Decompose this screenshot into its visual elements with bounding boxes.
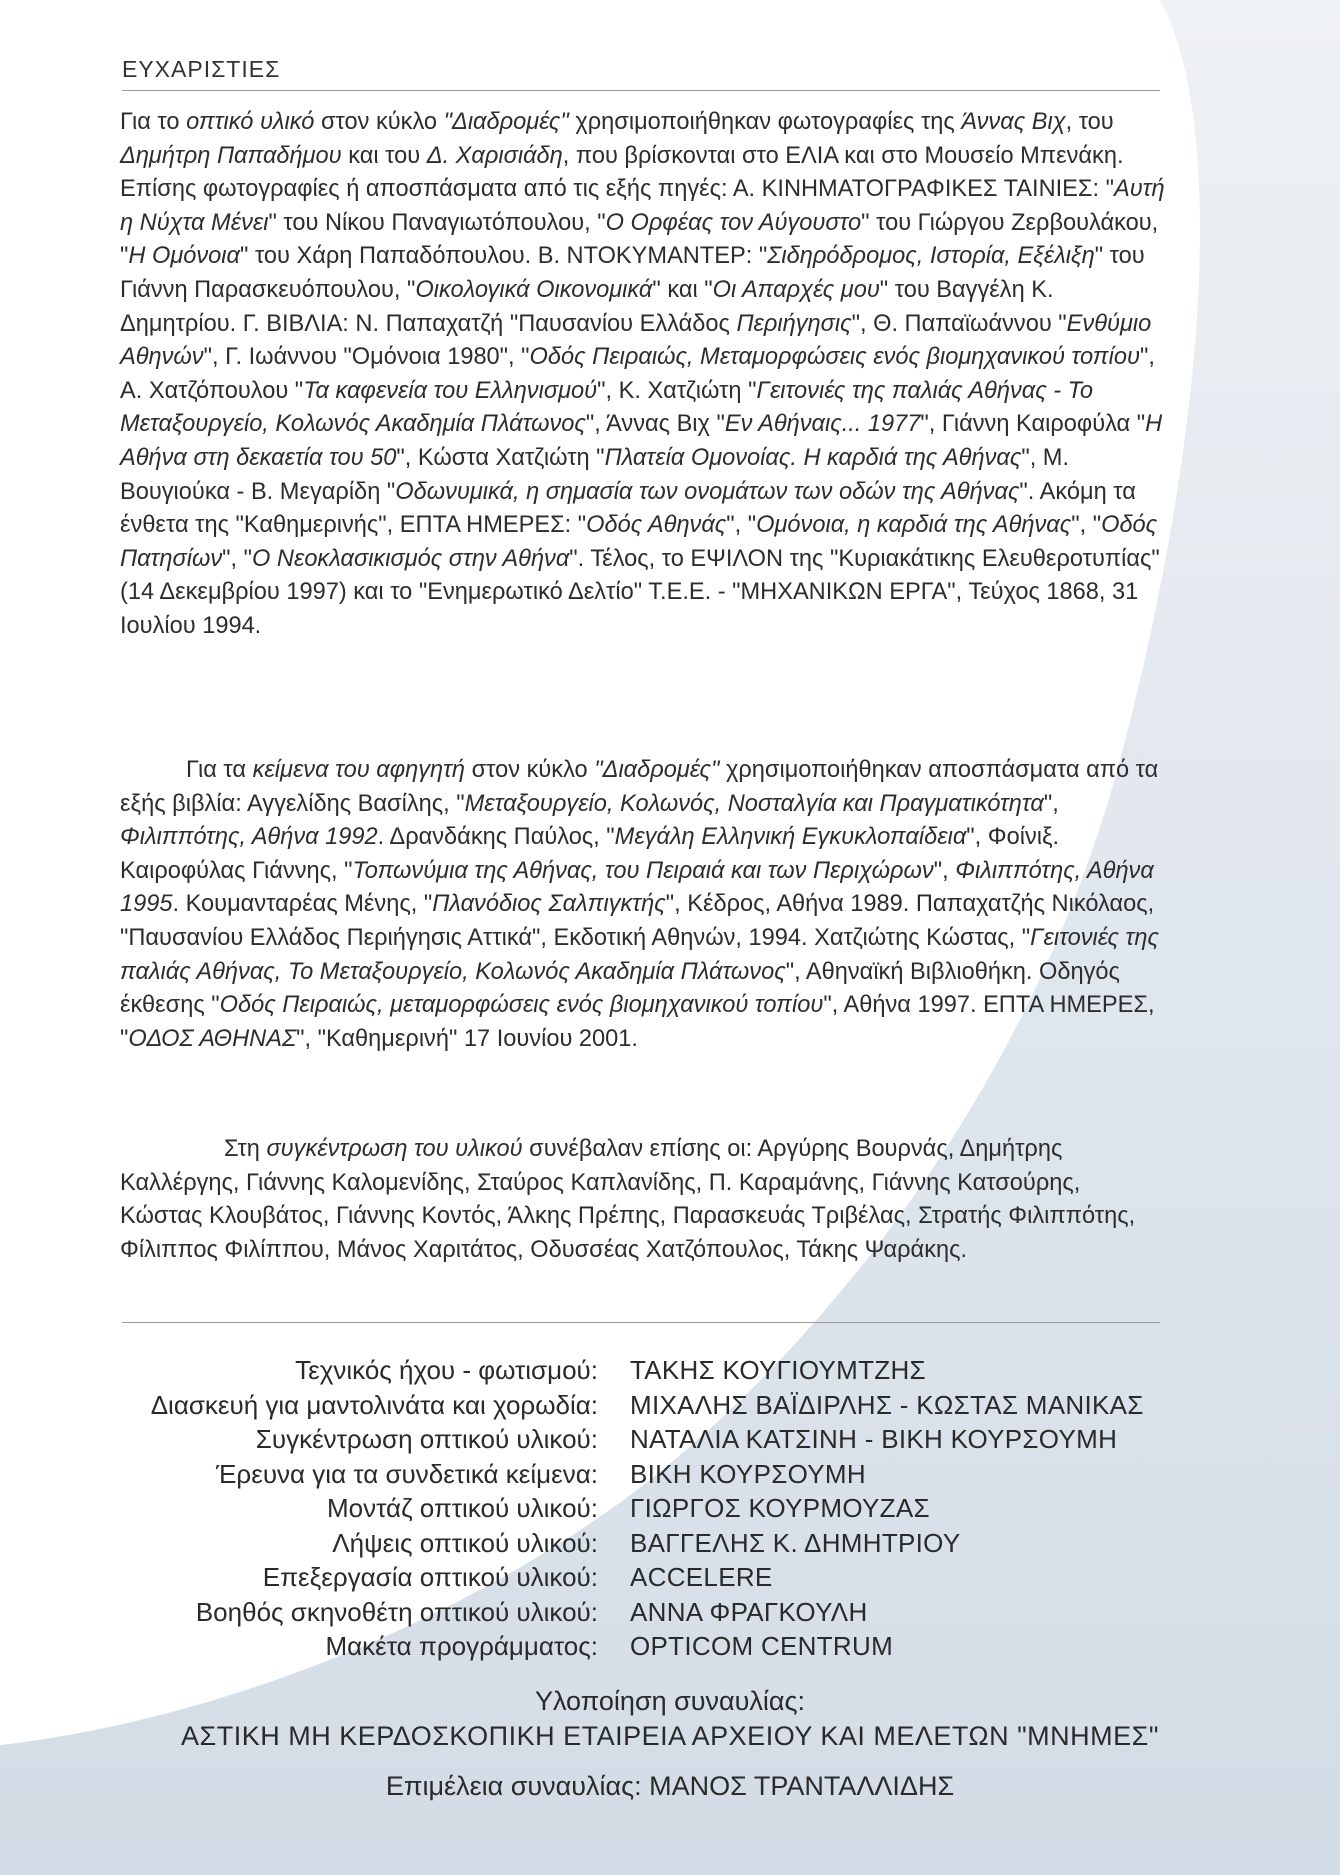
italic-text-run: Εν Αθήναις... 1977 — [724, 411, 921, 438]
italic-text-run: Οδός Πειραιώς, μεταμορφώσεις ενός βιομηχανικού τοπίου — [219, 992, 824, 1019]
text-run: ", Γ. Ιωάννου "Ομόνοια 1980", " — [203, 344, 530, 371]
credit-name: ACCELERE — [630, 1562, 773, 1592]
text-run: ", — [1043, 790, 1059, 817]
text-run: Για τα — [186, 757, 253, 783]
paragraph-visual-material — [120, 106, 1165, 644]
credit-row — [0, 1422, 1340, 1457]
concert-supervision: Επιμέλεια συναυλίας: ΜΑΝΟΣ ΤΡΑΝΤΑΛΛΙΔΗΣ — [385, 1771, 955, 1801]
text-run: ". Ακόμη τα ένθετα της "Καθημερινής", ΕΠΤΑ ΗΜΕΡΕΣ: " — [120, 478, 1136, 539]
text-run: ", "Καθημερινή" 17 Ιουνίου 2001. — [296, 1025, 638, 1052]
text-run: , που βρίσκονται στο ΕΛΙΑ και στο Μουσείο Μπενάκη. Επίσης φωτογραφίες ή αποσπάσματα από τις εξής πηγές: Α. ΚΙΝΗΜΑΤΟΓΡΑΦΙΚΕΣ ΤΑΙΝΙΕΣ: " — [120, 142, 1124, 203]
credit-name: ΤΑΚΗΣ ΚΟΥΓΙΟΥΜΤΖΗΣ — [630, 1355, 926, 1385]
text-run: ", — [933, 857, 956, 884]
italic-text-run: συγκέντρωση του υλικού — [266, 1136, 523, 1162]
text-run: ", " — [222, 545, 252, 572]
italic-text-run: Οδός Αθηνάς — [586, 512, 727, 539]
paragraph-narrator-texts — [120, 754, 1165, 1056]
italic-text-run: Οι Απαρχές μου — [712, 276, 880, 303]
credit-row — [0, 1491, 1340, 1526]
text-run: " του Νίκου Παναγιωτόπουλου, " — [268, 209, 606, 236]
text-run: " του Γιώργου Ζερβουλάκου, " — [120, 209, 1159, 270]
italic-text-run: Ο Ορφέας τον Αύγουστο — [605, 209, 862, 236]
credit-name: OPTICOM CENTRUM — [630, 1631, 894, 1661]
credit-role: Συγκέντρωση οπτικού υλικού: — [255, 1424, 598, 1454]
credit-name: ΝΑΤΑΛΙΑ ΚΑΤΣΙΝΗ - ΒΙΚΗ ΚΟΥΡΣΟΥΜΗ — [630, 1424, 1118, 1454]
credit-role: Έρευνα για τα συνδετικά κείμενα: — [216, 1458, 598, 1489]
italic-text-run: Τα καφενεία του Ελληνισμού — [303, 377, 598, 404]
credit-name: ΜΙΧΑΛΗΣ ΒΑΪΔΙΡΛΗΣ - ΚΩΣΤΑΣ ΜΑΝΙΚΑΣ — [630, 1389, 1144, 1420]
credit-role: Τεχνικός ήχου - φωτισμού: — [295, 1355, 598, 1385]
credit-row — [0, 1353, 1340, 1388]
italic-text-run: Οδός Πατησίων — [120, 512, 1158, 572]
text-run: Για το — [120, 109, 187, 135]
text-run: ", Κώστα Χατζιώτη " — [396, 444, 605, 471]
italic-text-run: Ομόνοια, η καρδιά της Αθήνας — [756, 512, 1072, 539]
text-run: ", " — [726, 512, 757, 539]
text-run: " του Χάρη Παπαδόπουλου. Β. ΝΤΟΚΥΜΑΝΤΕΡ: " — [240, 243, 768, 270]
paragraph-contributors — [120, 1133, 1165, 1267]
text-run: ", Κ. Χατζιώτη " — [597, 377, 757, 404]
text-run: ", Α. Χατζόπουλου " — [120, 344, 1155, 404]
italic-text-run: Σιδηρόδρομος, Ιστορία, Εξέλιξη — [767, 243, 1095, 270]
italic-text-run: Μεταξουργείο, Κολωνός, Νοσταλγία και Πραγματικότητα — [464, 790, 1044, 817]
text-run: ", Φοίνιξ. Καιροφύλας Γιάννης, " — [120, 824, 1060, 884]
text-run: ", Αθήνα 1997. ΕΠΤΑ ΗΜΕΡΕΣ, " — [120, 992, 1155, 1052]
credit-role: Επεξεργασία οπτικού υλικού: — [262, 1562, 598, 1592]
italic-text-run: Ενθύμιο Αθηνών — [120, 310, 1152, 371]
text-run: ", Γιάννη Καιροφύλα " — [920, 411, 1146, 438]
credit-row — [0, 1457, 1340, 1492]
text-run: " του Βαγγέλη Κ. Δημητρίου. Γ. ΒΙΒΛΙΑ: Ν. Παπαχατζή "Παυσανίου Ελλάδος — [120, 276, 1054, 337]
italic-text-run: Περιήγησις — [736, 310, 852, 337]
credit-row — [0, 1595, 1340, 1630]
italic-text-run: κείμενα του αφηγητή — [252, 757, 466, 783]
credit-role: Μακέτα προγράμματος: — [325, 1631, 598, 1661]
italic-text-run: Οδωνυμικά, η σημασία των ονομάτων των οδών της Αθήνας — [395, 478, 1020, 505]
production-label: Υλοποίηση συναυλίας: — [534, 1686, 806, 1716]
credit-row — [0, 1388, 1340, 1423]
text-run: , του — [1065, 109, 1114, 135]
italic-text-run: Πλανόδιος Σαλπιγκτής — [432, 891, 666, 918]
italic-text-run: Η Ομόνοια — [128, 243, 241, 270]
italic-text-run: Γειτονιές της παλιάς Αθήνας - Το Μεταξουργείο, Κολωνός Ακαδημία Πλάτωνος — [120, 377, 1094, 438]
italic-text-run: Άννας Βιχ — [961, 109, 1066, 135]
italic-text-run: Δημήτρη Παπαδήμου — [120, 142, 342, 169]
text-run: στον κύκλο — [314, 109, 444, 135]
text-run: ", Μ. Βουγιούκα - Β. Μεγαρίδη " — [120, 444, 1070, 505]
credit-role: Μοντάζ οπτικού υλικού: — [327, 1493, 598, 1523]
text-run: ", " — [1071, 512, 1102, 539]
credits-list — [0, 1353, 1340, 1664]
credit-name: ΑΝΝΑ ΦΡΑΓΚΟΥΛΗ — [630, 1596, 868, 1627]
italic-text-run: Τοπωνύμια της Αθήνας, του Πειραιά και των Περιχώρων — [352, 857, 934, 884]
italic-text-run: Φιλιππότης, Αθήνα 1995 — [120, 857, 1154, 918]
credit-name: ΒΙΚΗ ΚΟΥΡΣΟΥΜΗ — [630, 1458, 866, 1489]
text-run: χρησιμοποιήθηκαν αποσπάσματα από τα εξής βιβλία: Αγγελίδης Βασίλης, " — [120, 757, 1159, 817]
italic-text-run: Πλατεία Ομονοίας. Η καρδιά της Αθήνας — [604, 444, 1022, 471]
italic-text-run: "Διαδρομές" — [594, 757, 720, 783]
italic-text-run: Δ. Χαρισιάδη — [426, 142, 563, 169]
italic-text-run: "Διαδρομές" — [443, 109, 569, 135]
italic-text-run: Η Αθήνα στη δεκαετία του 50 — [120, 411, 1163, 471]
text-run: ", Αθηναϊκή Βιβλιοθήκη. Οδηγός έκθεσης " — [120, 958, 1120, 1019]
credit-role: Βοηθός σκηνοθέτη οπτικού υλικού: — [195, 1596, 598, 1627]
italic-text-run: Ο Νεοκλασικισμός στην Αθήνα — [252, 545, 570, 572]
text-run: χρησιμοποιήθηκαν φωτογραφίες της — [568, 109, 962, 135]
text-run: και του — [341, 142, 427, 169]
text-run: Στη — [224, 1136, 267, 1162]
italic-text-run: Αυτή η Νύχτα Μένει — [120, 176, 1165, 236]
credit-name: ΒΑΓΓΕΛΗΣ Κ. ΔΗΜΗΤΡΙΟΥ — [630, 1527, 961, 1558]
top-divider — [122, 90, 1160, 91]
italic-text-run: Γειτονιές της παλιάς Αθήνας, Το Μεταξουργείο, Κολωνός Ακαδημία Πλάτωνος — [120, 924, 1159, 985]
italic-text-run: Οδός Πειραιώς, Μεταμορφώσεις ενός βιομηχανικού τοπίου — [529, 344, 1140, 371]
middle-divider — [122, 1322, 1160, 1323]
credit-row — [0, 1560, 1340, 1595]
text-run: " του Γιάννη Παρασκευόπουλου, " — [120, 243, 1145, 303]
text-run: ". Τέλος, το ΕΨΙΛΟΝ της "Κυριακάτικης Ελευθεροτυπίας" (14 Δεκεμβρίου 1997) και το "Ενημερωτικό Δελτίο" Τ.Ε.Ε. - "ΜΗΧΑΝΙΚΩΝ ΕΡΓΑ", Τεύχος 1868, 31 Ιουλίου 1994. — [120, 545, 1160, 639]
italic-text-run: ΟΔΟΣ ΑΘΗΝΑΣ — [128, 1025, 297, 1052]
text-run: " και " — [652, 276, 713, 303]
italic-text-run: Οικολογικά Οικονομικά — [415, 276, 653, 303]
credit-role: Διασκευή για μαντολινάτα και χορωδία: — [150, 1389, 598, 1420]
text-run: στον κύκλο — [465, 757, 595, 783]
italic-text-run: Μεγάλη Ελληνική Εγκυκλοπαίδεια — [614, 824, 967, 851]
text-run: ", Θ. Παπαϊωάννου " — [851, 310, 1067, 337]
credit-role: Λήψεις οπτικού υλικού: — [332, 1527, 598, 1558]
text-run: . Δρανδάκης Παύλος, " — [377, 824, 615, 851]
credit-row — [0, 1526, 1340, 1561]
italic-text-run: Φιλιππότης, Αθήνα 1992 — [120, 824, 378, 851]
production-organization: ΑΣΤΙΚΗ ΜΗ ΚΕΡΔΟΣΚΟΠΙΚΗ ΕΤΑΙΡΕΙΑ ΑΡΧΕΙΟΥ ΚΑΙ ΜΕΛΕΤΩΝ "ΜΝΗΜΕΣ" — [181, 1721, 1159, 1751]
text-run: ", Κέδρος, Αθήνα 1989. Παπαχατζής Νικόλαος, "Παυσανίου Ελλάδος Περιήγησις Αττικά", Εκδοτική Αθηνών, 1994. Χατζιώτης Κώστας, " — [120, 891, 1155, 951]
text-run: . Κουμανταρέας Μένης, " — [172, 891, 433, 918]
credit-row — [0, 1629, 1340, 1664]
credit-name: ΓΙΩΡΓΟΣ ΚΟΥΡΜΟΥΖΑΣ — [630, 1493, 930, 1523]
italic-text-run: οπτικό υλικό — [186, 109, 315, 135]
text-run: ", Άννας Βιχ " — [585, 411, 725, 438]
page-heading: ΕΥΧΑΡΙΣΤΙΕΣ — [122, 56, 281, 82]
text-run: συνέβαλαν επίσης οι: Αργύρης Βουρνάς, Δημήτρης Καλλέργης, Γιάννης Καλομενίδης, Σταύρος Καπλανίδης, Π. Καραμάνης, Γιάννης Κατσούρης, Κώστας Κλουβάτος, Γιάννης Κοντός, Άλκης Πρέπης, Παρασκευάς Τριβέλας, Στρατής Φιλιππότης, Φίλιππος Φιλίππου, Μάνος Χαριτάτος, Οδυσσέας Χατζόπουλος, Τάκης Ψαράκης. — [120, 1136, 1136, 1263]
